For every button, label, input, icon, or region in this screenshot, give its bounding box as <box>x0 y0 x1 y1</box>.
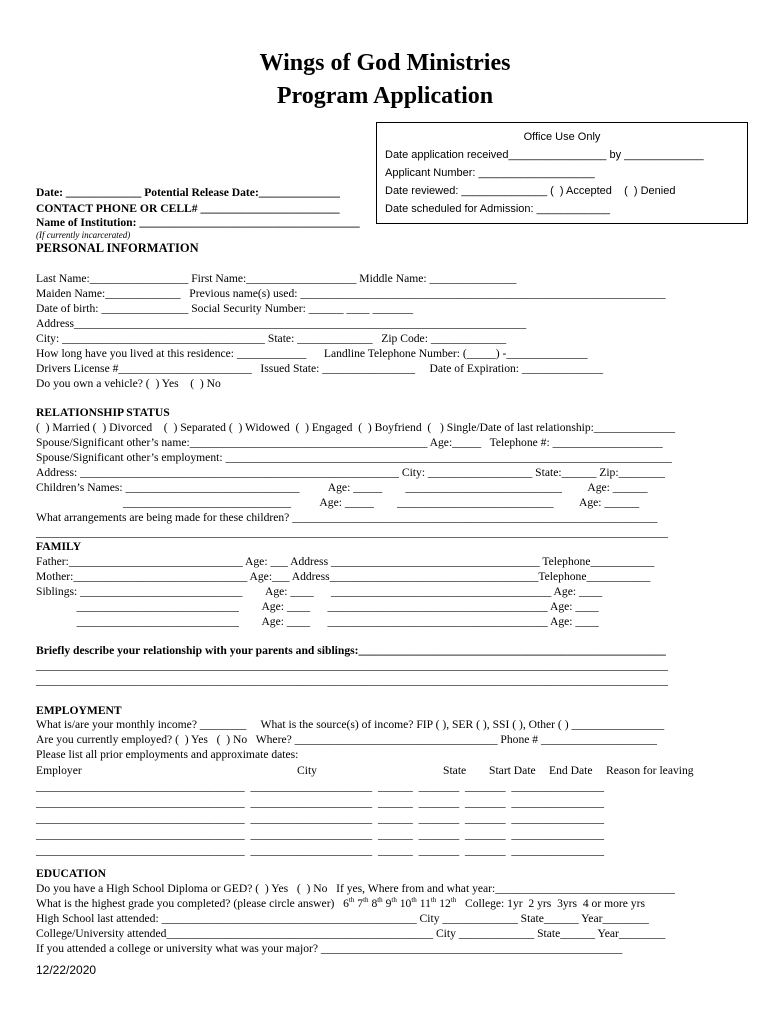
applicant-number-field[interactable]: Applicant Number: ___________________ <box>385 167 595 179</box>
income-field[interactable]: What is/are your monthly income? ________ What is the source(s) of income? FIP ( ), SER ( ), SSI ( ), Other ( ) ________________ <box>36 718 665 731</box>
grade-option-8[interactable]: 8th <box>371 896 383 910</box>
mother-field[interactable]: Mother:______________________________ Age:___ Address____________________________________Telephone___________ <box>36 570 651 583</box>
grade-option-11[interactable]: 11th <box>419 896 437 910</box>
document-title: Wings of God Ministries <box>259 50 511 76</box>
family-relationship-line-2[interactable]: _____________________________________________________________________________________________________________ <box>36 674 668 687</box>
currently-employed-field[interactable]: Are you currently employed? ( ) Yes ( ) No Where? ___________________________________ Phone # ____________________ <box>36 733 657 746</box>
family-relationship-line-1[interactable]: _____________________________________________________________________________________________________________ <box>36 659 668 672</box>
high-school-field[interactable]: High School last attended: ____________________________________________ City _____________ State______ Year________ <box>36 912 649 925</box>
grade-option-7[interactable]: 7th <box>357 896 369 910</box>
grade-option-9[interactable]: 9th <box>385 896 397 910</box>
residence-phone-field[interactable]: How long have you lived at this residence: ____________ Landline Telephone Number: (_____) -______________ <box>36 347 588 360</box>
college-major-field[interactable]: If you attended a college or university what was your major? ____________________________________________________ <box>36 942 623 955</box>
dob-ssn-field[interactable]: Date of birth: _______________ Social Security Number: ______ ____ _______ <box>36 302 414 315</box>
employment-row[interactable]: ____________________________________ _____________________ ______ _______ _______ ________________ <box>36 812 605 825</box>
city-state-zip-field[interactable]: City: ___________________________________ State: _____________ Zip Code: _____________ <box>36 332 507 345</box>
date-reviewed-field[interactable]: Date reviewed: ______________ ( ) Accepted ( ) Denied <box>385 185 676 197</box>
father-field[interactable]: Father:______________________________ Age: ___ Address ____________________________________ Telephone___________ <box>36 555 655 568</box>
college-field[interactable]: College/University attended______________________________________________ City _____________ State______ Year________ <box>36 927 666 940</box>
education-heading: EDUCATION <box>36 867 106 880</box>
siblings-field-3[interactable]: ____________________________ Age: ____ ______________________________________ Age: ____ <box>36 615 599 628</box>
employment-row[interactable]: ____________________________________ _____________________ ______ _______ _______ ________________ <box>36 796 605 809</box>
children-names-field-2[interactable]: _____________________________ Age: _____ ___________________________ Age: ______ <box>36 496 640 509</box>
marital-status-options[interactable]: ( ) Married ( ) Divorced ( ) Separated ( ) Widowed ( ) Engaged ( ) Boyfriend ( ) Single/Date of last relationship:______________ <box>36 421 676 434</box>
vehicle-question[interactable]: Do you own a vehicle? ( ) Yes ( ) No <box>36 377 221 390</box>
document-subtitle: Program Application <box>276 83 494 109</box>
siblings-field[interactable]: Siblings: ____________________________ Age: ____ ______________________________________ Age: ____ <box>36 585 603 598</box>
highest-grade-label: What is the highest grade you completed? (please circle answer) <box>36 897 335 910</box>
children-arrangements-field[interactable]: What arrangements are being made for these children? _______________________________________________________________ <box>36 511 658 524</box>
office-use-heading: Office Use Only <box>523 131 601 143</box>
siblings-field-2[interactable]: ____________________________ Age: ____ ______________________________________ Age: ____ <box>36 600 599 613</box>
employment-row[interactable]: ____________________________________ _____________________ ______ _______ _______ ________________ <box>36 844 605 857</box>
address-field[interactable]: Address______________________________________________________________________________ <box>36 317 527 330</box>
date-release-field[interactable]: Date: _____________ Potential Release Date:______________ <box>36 186 340 199</box>
column-start-date: Start Date <box>489 764 536 777</box>
footer-date: 12/22/2020 <box>36 963 97 977</box>
employment-row[interactable]: ____________________________________ _____________________ ______ _______ _______ ________________ <box>36 780 605 793</box>
maiden-name-field[interactable]: Maiden Name:_____________ Previous name(s) used: _______________________________________________________________ <box>36 287 666 300</box>
grade-option-6[interactable]: 6th <box>343 896 355 910</box>
spouse-employment-field[interactable]: Spouse/Significant other’s employment: _____________________________________________________________________________ <box>36 451 672 464</box>
employment-heading: EMPLOYMENT <box>36 704 122 717</box>
column-state: State <box>443 764 467 777</box>
relationship-heading: RELATIONSHIP STATUS <box>36 406 170 419</box>
name-fields[interactable]: Last Name:_________________ First Name:___________________ Middle Name: _______________ <box>36 272 517 285</box>
column-reason-for-leaving: Reason for leaving <box>606 764 694 777</box>
contact-phone-field[interactable]: CONTACT PHONE OR CELL# ________________________ <box>36 202 340 215</box>
prior-employment-instruction: Please list all prior employments and approximate dates: <box>36 748 299 761</box>
children-names-field[interactable]: Children’s Names: ______________________________ Age: _____ ___________________________ Age: ______ <box>36 481 648 494</box>
institution-field[interactable]: Name of Institution: ______________________________________ <box>36 216 360 229</box>
diploma-question[interactable]: Do you have a High School Diploma or GED? ( ) Yes ( ) No If yes, Where from and what year:_______________________________ <box>36 882 675 895</box>
office-use-box <box>376 122 748 224</box>
column-employer: Employer <box>36 764 82 777</box>
family-relationship-question[interactable]: Briefly describe your relationship with your parents and siblings:_____________________________________________________ <box>36 644 666 657</box>
column-end-date: End Date <box>549 764 593 777</box>
date-scheduled-field[interactable]: Date scheduled for Admission: ____________ <box>385 203 611 215</box>
date-received-field[interactable]: Date application received________________ by _____________ <box>385 149 704 161</box>
employment-row[interactable]: ____________________________________ _____________________ ______ _______ _______ ________________ <box>36 828 605 841</box>
incarcerated-note: (If currently incarcerated) <box>36 230 131 240</box>
highest-grade-question[interactable] <box>36 897 645 910</box>
college-years-options[interactable]: College: 1yr 2 yrs 3yrs 4 or more yrs <box>464 897 645 910</box>
children-arrangements-line[interactable]: _____________________________________________________________________________________________________________ <box>36 526 668 539</box>
spouse-address-field[interactable]: Address: _______________________________________________________ City: __________________ State:______ Zip:________ <box>36 466 665 479</box>
column-city: City <box>297 764 317 777</box>
grade-option-12[interactable]: 12th <box>439 896 457 910</box>
family-heading: FAMILY <box>36 540 82 553</box>
drivers-license-field[interactable]: Drivers License #_______________________ Issued State: ________________ Date of Expiration: ______________ <box>36 362 604 375</box>
spouse-name-field[interactable]: Spouse/Significant other’s name:_________________________________________ Age:_____ Telephone #: ___________________ <box>36 436 663 449</box>
grade-option-10[interactable]: 10th <box>399 896 417 910</box>
personal-info-heading: PERSONAL INFORMATION <box>36 241 199 255</box>
